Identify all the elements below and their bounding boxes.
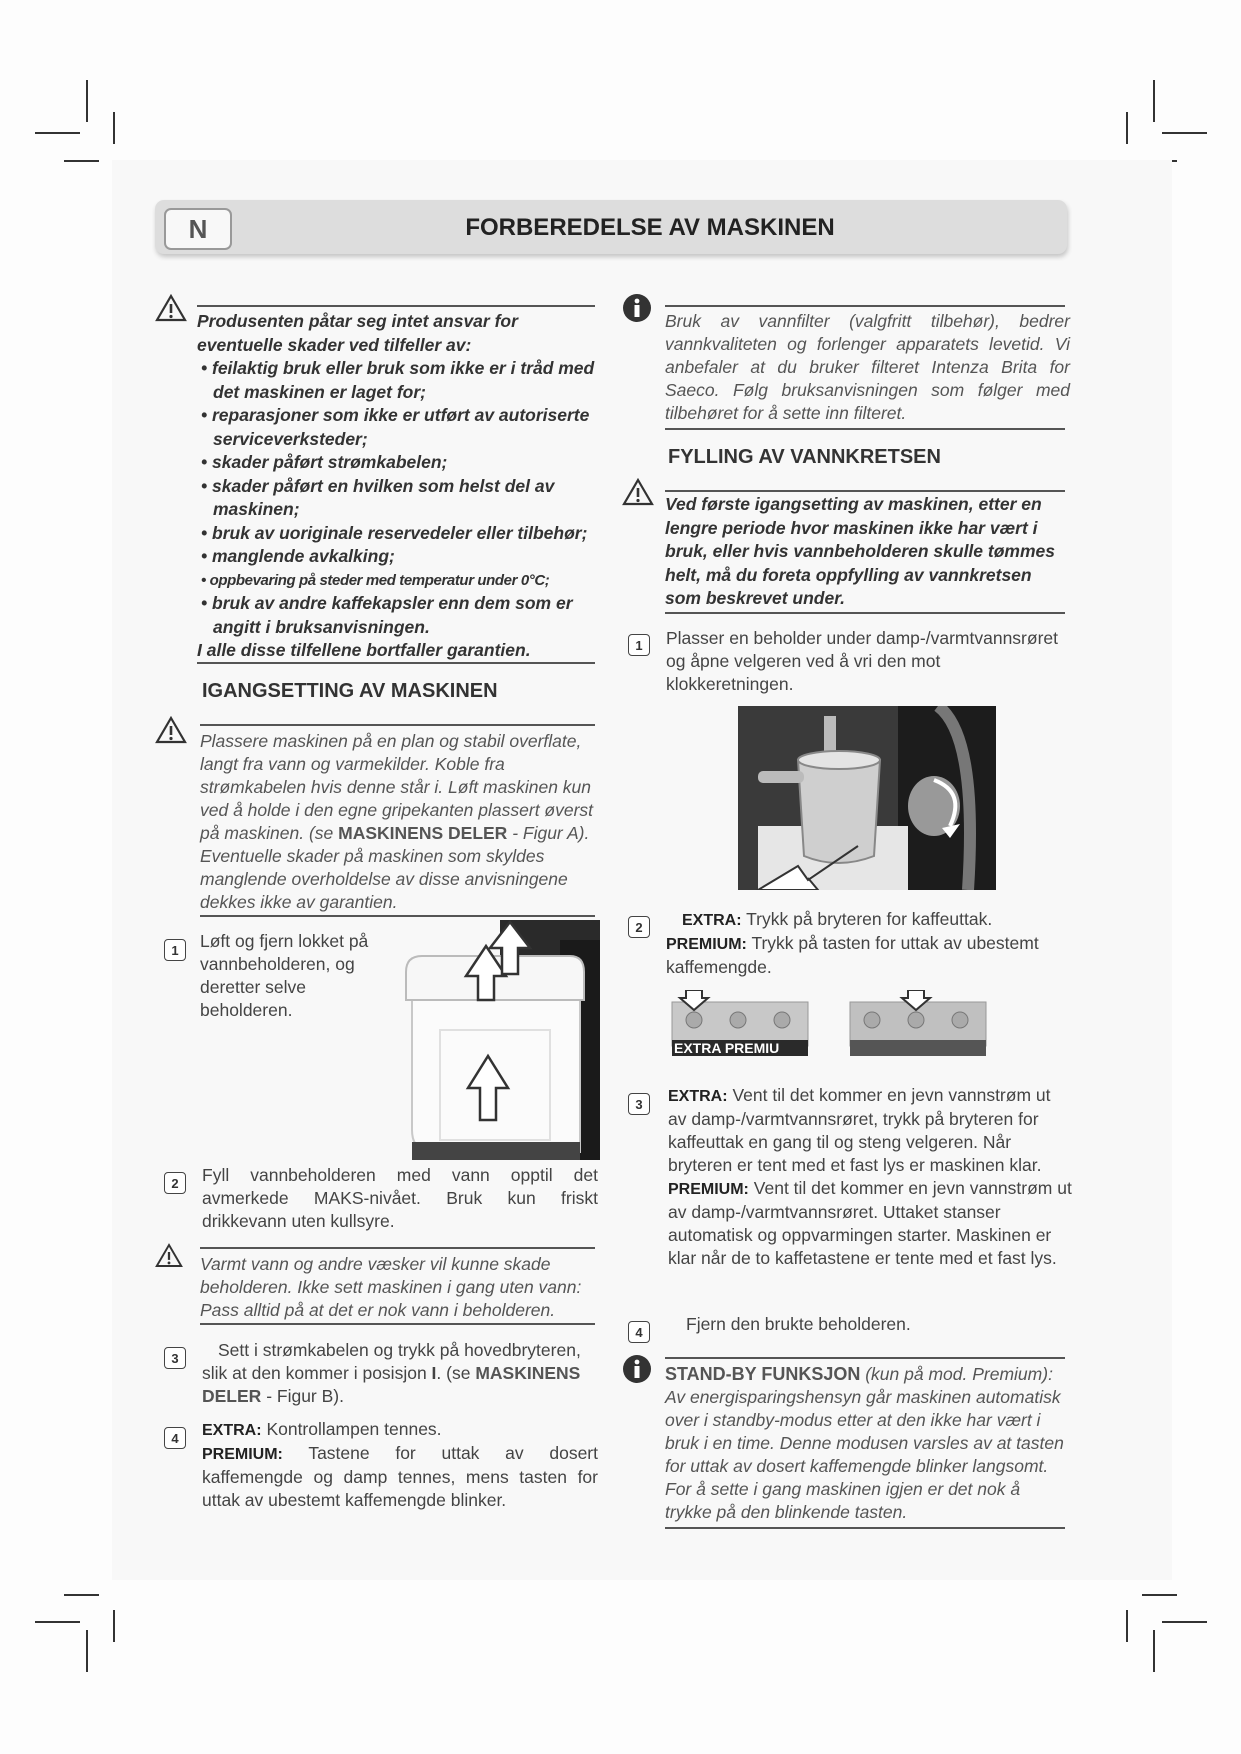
warning-triangle-icon	[622, 478, 654, 506]
divider	[665, 1527, 1065, 1529]
list-item: • oppbevaring på steder med temperatur under 0°C;	[201, 571, 550, 589]
section-title: FYLLING AV VANNKRETSEN	[668, 446, 941, 468]
divider	[665, 428, 1065, 430]
page-title: FORBEREDELSE AV MASKINEN	[465, 214, 835, 241]
crop-mark	[1162, 1621, 1207, 1623]
crop-mark	[1142, 1594, 1177, 1596]
step-text: Fyll vannbeholderen med vann opptil det avmerkede MAKS-nivået. Bruk kun friskt drikkevann uten kullsyre.	[202, 1165, 598, 1231]
divider	[665, 612, 1065, 614]
cross-reference: MASKINENS DELER	[202, 1363, 581, 1406]
liability-warning	[197, 310, 607, 663]
water-tank-illustration	[400, 920, 600, 1160]
list-item: • skader påført en hvilken som helst del av maskinen;	[201, 475, 555, 519]
list-item: • bruk av andre kaffekapsler enn dem som er angitt i bruksanvisningen.	[201, 593, 573, 637]
divider	[665, 490, 1065, 492]
info-icon	[622, 1354, 652, 1384]
step-text: Løft og fjern lokket på vannbeholderen, og deretter selve beholderen.	[200, 931, 369, 1020]
step-number: 4	[628, 1321, 650, 1343]
crop-mark	[1126, 112, 1128, 144]
divider	[200, 1323, 595, 1325]
list-item: • manglende avkalking;	[201, 546, 395, 566]
divider	[665, 305, 1065, 307]
placement-warning: Plassere maskinen på en plan og stabil overflate, langt fra vann og varmekilder. Koble fra strømkabelen hvis denne står i. Løft maskinen kun ved å holde i den egne gripekanten plassert øverst på maskinen. (se MASKINENS DELER - Figur A). Eventuelle skader på maskinen som skyldes manglende overholdelse av disse anvisningene dekkes ikke av garantien.	[200, 731, 594, 912]
warning-triangle-icon	[155, 294, 187, 322]
list-item: • feilaktig bruk eller bruk som ikke er i tråd med det maskinen er laget for;	[201, 358, 595, 402]
extra-label: EXTRA:	[682, 912, 742, 929]
warning-closing: I alle disse tilfellene bortfaller garantien.	[197, 640, 531, 660]
water-warning: Varmt vann og andre væsker vil kunne skade beholderen. Ikke sett maskinen i gang uten vann: Pass alltid på at det er nok vann i beholderen.	[200, 1254, 582, 1320]
step-number: 1	[164, 939, 186, 961]
extra-label: EXTRA:	[202, 1422, 262, 1439]
info-icon	[622, 293, 652, 323]
step-text: EXTRA: Vent til det kommer en jevn vannstrøm ut av damp-/varmtvannsrøret, trykk på bryteren for kaffeuttak en gang til og steng velgeren. Når bryteren er tent med et fast lys er maskinen klar. PREMIUM: Vent til det kommer en jevn vannstrøm ut av damp-/varmtvannsrøret. Uttaket stanser automatisk og oppvarmingen starter. Maskinen er klar når de to kaffetastene er tente med et fast lys.	[668, 1085, 1072, 1268]
step-number: 3	[628, 1093, 650, 1115]
warning-triangle-icon	[155, 716, 187, 744]
warning-triangle-icon	[155, 1243, 183, 1268]
list-item: • bruk av uoriginale reservedeler eller tilbehør;	[201, 522, 588, 543]
crop-mark	[35, 1621, 80, 1623]
crop-mark	[35, 132, 80, 134]
circuit-warning: Ved første igangsetting av maskinen, etter en lengre periode hvor maskinen ikke har vært i bruk, eller hvis vannbeholderen skulle tømmes helt, må du foreta oppfylling av vannkretsen som beskrevet under.	[665, 494, 1055, 608]
step-text: EXTRA: Kontrollampen tennes. PREMIUM: Tastene for uttak av dosert kaffemengde og damp tennes, mens tasten for uttak av ubestemt kaffemengde blinker.	[202, 1419, 598, 1510]
step-text: EXTRA: Trykk på bryteren for kaffeuttak. PREMIUM: Trykk på tasten for uttak av ubestemt kaffemengde.	[666, 909, 1039, 977]
step-text: Plasser en beholder under damp-/varmtvannsrøret og åpne velgeren ved å vri den mot klokkeretningen.	[666, 628, 1058, 694]
divider	[197, 305, 595, 307]
step-text: Sett i strømkabelen og trykk på hovedbryteren, slik at den kommer i posisjon I. (se MASKINENS DELER - Figur B).	[202, 1340, 581, 1406]
crop-mark	[113, 1610, 115, 1642]
crop-mark	[64, 160, 99, 162]
divider	[200, 724, 595, 726]
crop-mark	[1153, 1630, 1155, 1672]
crop-mark	[86, 80, 88, 122]
step-number: 4	[164, 1427, 186, 1449]
premium-label: PREMIUM:	[202, 1446, 283, 1463]
extra-label: EXTRA:	[668, 1088, 728, 1105]
list-item: • reparasjoner som ikke er utført av autoriserte serviceverksteder;	[201, 405, 590, 449]
crop-mark	[1162, 132, 1207, 134]
crop-mark	[1153, 80, 1155, 122]
crop-mark	[1126, 1610, 1128, 1642]
crop-mark	[64, 1594, 99, 1596]
step-number: 2	[628, 916, 650, 938]
standby-title: STAND-BY FUNKSJON	[665, 1364, 861, 1384]
panel-label: EXTRA PREMIU	[674, 1040, 780, 1056]
premium-label: PREMIUM:	[668, 1181, 749, 1198]
step-number: 2	[164, 1172, 186, 1194]
divider	[200, 915, 595, 917]
filter-info: Bruk av vannfilter (valgfritt tilbehør), bedrer vannkvaliteten og forlenger apparatets levetid. Vi anbefaler at du bruker filteret Intenza Brita for Saeco. Følg bruksanvisningen som følger med tilbehøret for å sette inn filteret.	[665, 311, 1070, 423]
step-number: 3	[164, 1347, 186, 1369]
premium-label: PREMIUM:	[666, 936, 747, 953]
cross-reference: MASKINENS DELER	[338, 823, 508, 843]
crop-mark	[113, 112, 115, 144]
warning-intro: Produsenten påtar seg intet ansvar for eventuelle skader ved tilfeller av:	[197, 311, 518, 355]
divider	[665, 1357, 1065, 1359]
language-code-badge: N	[164, 208, 232, 250]
step-text: Fjern den brukte beholderen.	[686, 1314, 911, 1334]
list-item: • skader påført strømkabelen;	[201, 452, 448, 472]
section-title: IGANGSETTING AV MASKINEN	[202, 680, 498, 702]
standby-info: STAND-BY FUNKSJON (kun på mod. Premium): Av energisparingshensyn går maskinen automatisk over i standby-modus etter at den ikke har vært i bruk i en time. Denne modusen varsles av at tasten for uttak av dosert kaffemengde blinker langsomt. For å sette i gang maskinen igjen er det nok å trykke på den blinkende tasten.	[665, 1364, 1064, 1522]
crop-mark	[86, 1630, 88, 1672]
divider	[197, 662, 595, 664]
step-number: 1	[628, 634, 650, 656]
steam-wand-illustration	[738, 706, 996, 890]
divider	[200, 1247, 595, 1249]
